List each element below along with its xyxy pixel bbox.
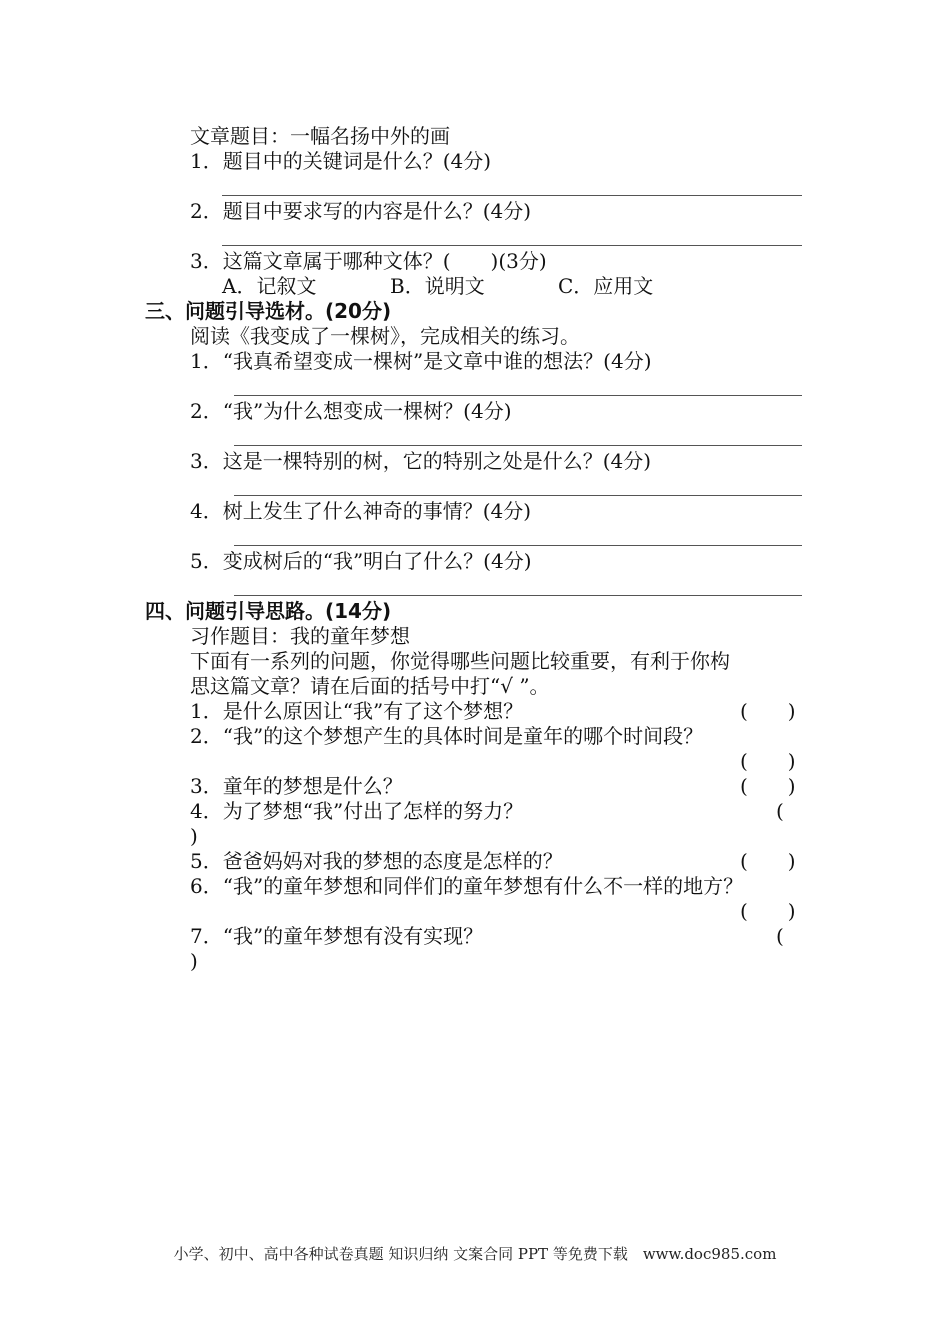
answer-bracket-close[interactable]: ): [190, 824, 198, 848]
question-text: 2．“我”为什么想变成一棵树？(4分): [190, 399, 512, 423]
question-text: 2．“我”的这个梦想产生的具体时间是童年的哪个时间段？: [190, 724, 704, 748]
instruction-text: 思这篇文章？请在后面的括号中打“√ ”。: [190, 674, 550, 698]
answer-line[interactable]: [222, 245, 802, 246]
question-text: 2．题目中要求写的内容是什么？(4分): [190, 199, 532, 223]
section-heading: 三、问题引导选材。(20分): [145, 299, 392, 323]
question-text: 1．题目中的关键词是什么？(4分): [190, 149, 492, 173]
answer-bracket-open[interactable]: (: [776, 924, 784, 948]
option-a[interactable]: A．记叙文: [222, 274, 317, 298]
answer-bracket[interactable]: ( ): [740, 699, 796, 723]
page-footer: 小学、初中、高中各种试卷真题 知识归纳 文案合同 PPT 等免费下载 www.doc985.com: [173, 1245, 777, 1263]
answer-line[interactable]: [234, 395, 802, 396]
answer-line[interactable]: [234, 495, 802, 496]
question-text: 5．变成树后的“我”明白了什么？(4分): [190, 549, 532, 573]
answer-line[interactable]: [234, 445, 802, 446]
writing-topic: 习作题目：我的童年梦想: [190, 624, 410, 648]
answer-bracket[interactable]: ( ): [740, 774, 796, 798]
answer-bracket-close[interactable]: ): [190, 949, 198, 973]
answer-line[interactable]: [234, 595, 802, 596]
question-text: 3．童年的梦想是什么？: [190, 774, 403, 798]
question-text: 4．为了梦想“我”付出了怎样的努力？: [190, 799, 524, 823]
question-text: 7．“我”的童年梦想有没有实现？: [190, 924, 484, 948]
reading-intro: 阅读《我变成了一棵树》，完成相关的练习。: [190, 324, 580, 348]
question-text: 4．树上发生了什么神奇的事情？(4分): [190, 499, 532, 523]
answer-bracket[interactable]: ( ): [740, 749, 796, 773]
choice-options: [222, 274, 653, 298]
instruction-text: 下面有一系列的问题，你觉得哪些问题比较重要，有利于你构: [190, 649, 730, 673]
option-b[interactable]: B．说明文: [390, 274, 485, 298]
question-text: 3．这是一棵特别的树，它的特别之处是什么？(4分): [190, 449, 652, 473]
question-text: 5．爸爸妈妈对我的梦想的态度是怎样的？: [190, 849, 563, 873]
question-text: 1．“我真希望变成一棵树”是文章中谁的想法？(4分): [190, 349, 652, 373]
answer-bracket[interactable]: ( ): [740, 899, 796, 923]
question-text: 6．“我”的童年梦想和同伴们的童年梦想有什么不一样的地方？: [190, 874, 744, 898]
article-title: 文章题目：一幅名扬中外的画: [190, 124, 450, 148]
section-heading: 四、问题引导思路。(14分): [145, 599, 392, 623]
option-c[interactable]: C．应用文: [558, 274, 654, 298]
answer-bracket-open[interactable]: (: [776, 799, 784, 823]
answer-line[interactable]: [234, 545, 802, 546]
question-text: 3．这篇文章属于哪种文体？( )(3分): [190, 249, 547, 273]
answer-line[interactable]: [222, 195, 802, 196]
question-text: 1．是什么原因让“我”有了这个梦想？: [190, 699, 524, 723]
answer-bracket[interactable]: ( ): [740, 849, 796, 873]
